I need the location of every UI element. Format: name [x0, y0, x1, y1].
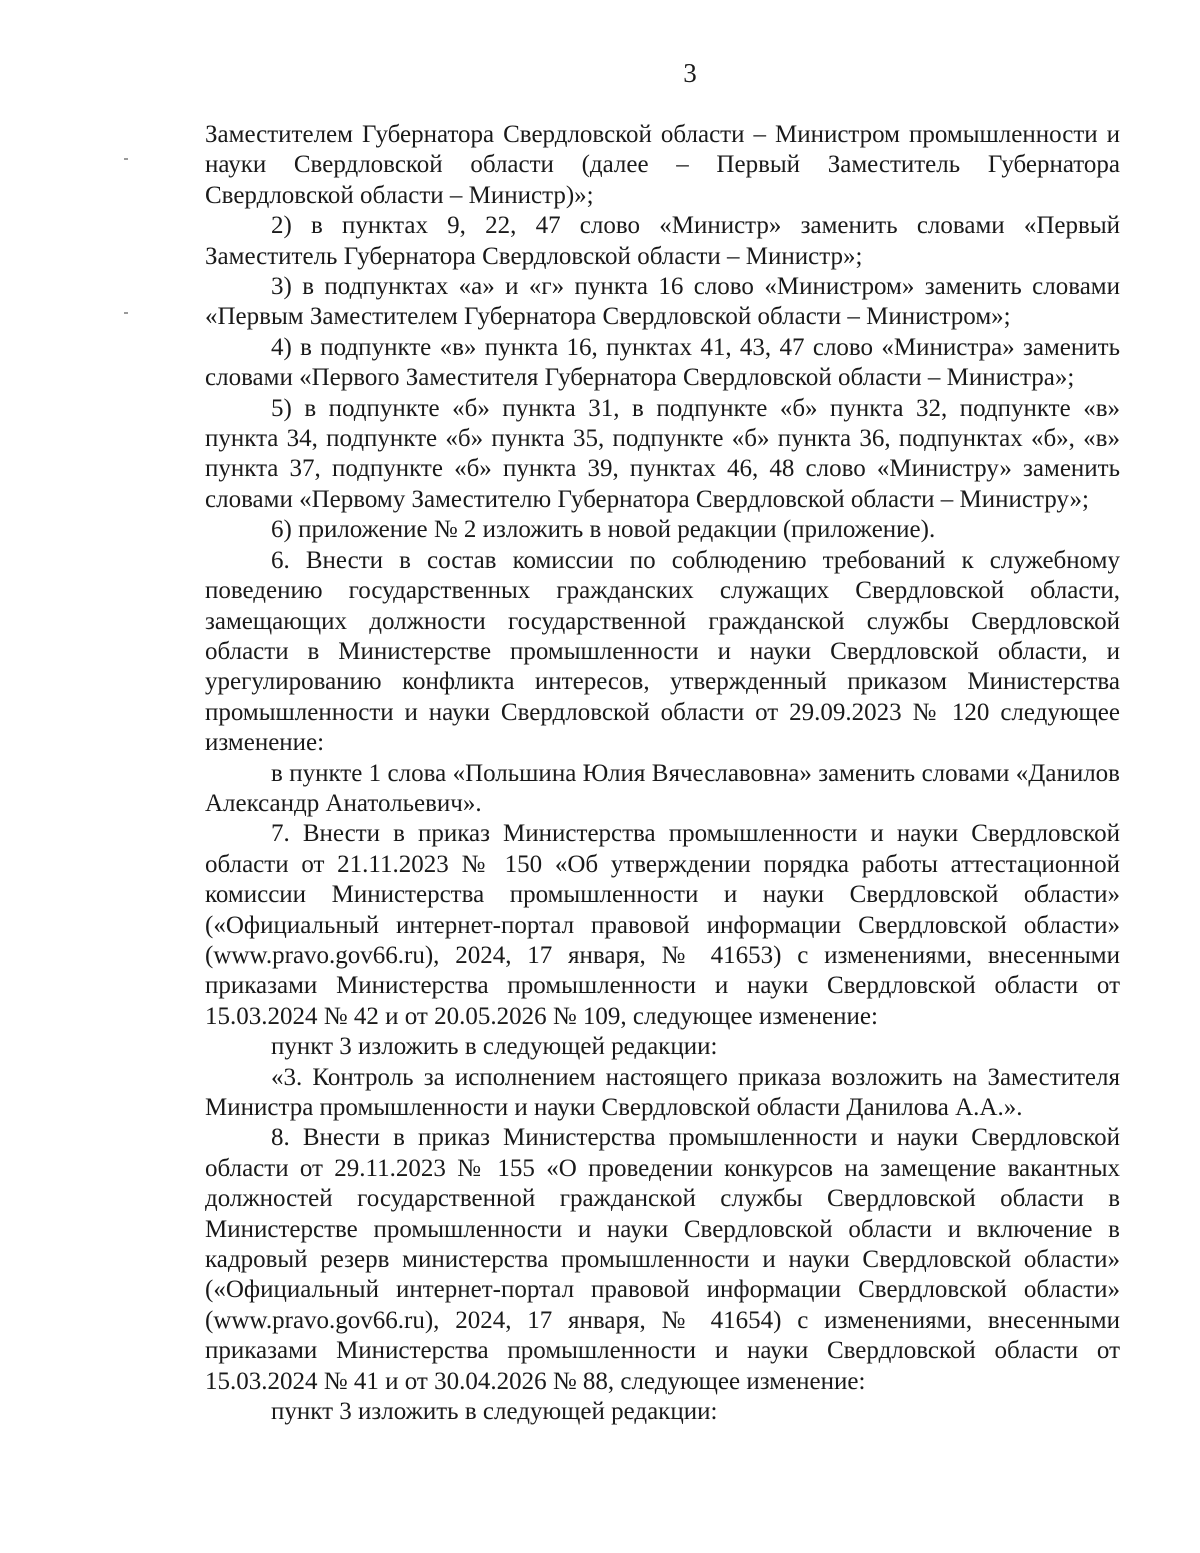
paragraph-section-7-instruction: пункт 3 изложить в следующей редакции:	[271, 1033, 718, 1061]
paragraph-item-3: 3) в подпунктах «а» и «г» пункта 16 слово «Министром» заменить словами «Первым Заместителем Губернатора Свердловской области – Министром»;	[205, 273, 1120, 331]
page-number: 3	[683, 58, 697, 88]
scan-margin-mark	[124, 158, 128, 160]
paragraph-section-6-change: в пункте 1 слова «Польшина Юлия Вячеславовна» заменить словами «Данилов Александр Анатольевич».	[205, 759, 1120, 817]
paragraph-section-8: 8. Внести в приказ Министерства промышленности и науки Свердловской области от 29.11.2023 № 155 «О проведении конкурсов на замещение вакантных должностей государственной гражданской службы Свердловской области в Министерстве промышленности и науки Свердловской области и включение в кадровый резерв министерства промышленности и науки Свердловской области» («Официальный интернет-портал правовой информации Свердловской области» (www.pravo.gov66.ru), 2024, 17 января, № 41654) с изменениями, внесенными приказами Министерства промышленности и науки Свердловской области от 15.03.2024 № 41 и от 30.04.2026 № 88, следующее изменение:	[205, 1124, 1120, 1395]
document-body	[205, 120, 1120, 1427]
paragraph-item-5: 5) в подпункте «б» пункта 31, в подпункте «б» пункта 32, подпункте «в» пункта 34, подпункте «б» пункта 35, подпункте «б» пункта 36, подпунктах «б», «в» пункта 37, подпункте «б» пункта 39, пунктах 46, 48 слово «Министру» заменить словами «Первому Заместителю Губернатора Свердловской области – Министру»;	[205, 394, 1120, 513]
paragraph-section-7: 7. Внести в приказ Министерства промышленности и науки Свердловской области от 21.11.2023 № 150 «Об утверждении порядка работы аттестационной комиссии Министерства промышленности и науки Свердловской области» («Официальный интернет-портал правовой информации Свердловской области» (www.pravo.gov66.ru), 2024, 17 января, № 41653) с изменениями, внесенными приказами Министерства промышленности и науки Свердловской области от 15.03.2024 № 42 и от 20.05.2026 № 109, следующее изменение:	[205, 820, 1120, 1030]
paragraph-item-2: 2) в пунктах 9, 22, 47 слово «Министр» заменить словами «Первый Заместитель Губернатора Свердловской области – Министр»;	[205, 212, 1120, 270]
scan-margin-mark	[124, 312, 128, 314]
paragraph-section-7-quote: «3. Контроль за исполнением настоящего приказа возложить на Заместителя Министра промышленности и науки Свердловской области Данилова А.А.».	[205, 1063, 1120, 1121]
paragraph-section-8-instruction: пункт 3 изложить в следующей редакции:	[271, 1398, 718, 1426]
paragraph-item-4: 4) в подпункте «в» пункта 16, пунктах 41, 43, 47 слово «Министра» заменить словами «Первого Заместителя Губернатора Свердловской области – Министра»;	[205, 333, 1120, 392]
paragraph-continuation: Заместителем Губернатора Свердловской области – Министром промышленности и науки Свердловской области (далее – Первый Заместитель Губернатора Свердловской области – Министр)»;	[205, 121, 1120, 209]
paragraph-item-6: 6) приложение № 2 изложить в новой редакции (приложение).	[271, 516, 936, 544]
paragraph-section-6: 6. Внести в состав комиссии по соблюдению требований к служебному поведению государственных гражданских служащих Свердловской области, замещающих должности государственной гражданской службы Свердловской области в Министерстве промышленности и науки Свердловской области, и урегулированию конфликта интересов, утвержденный приказом Министерства промышленности и науки Свердловской области от 29.09.2023 № 120 следующее изменение:	[205, 546, 1120, 757]
